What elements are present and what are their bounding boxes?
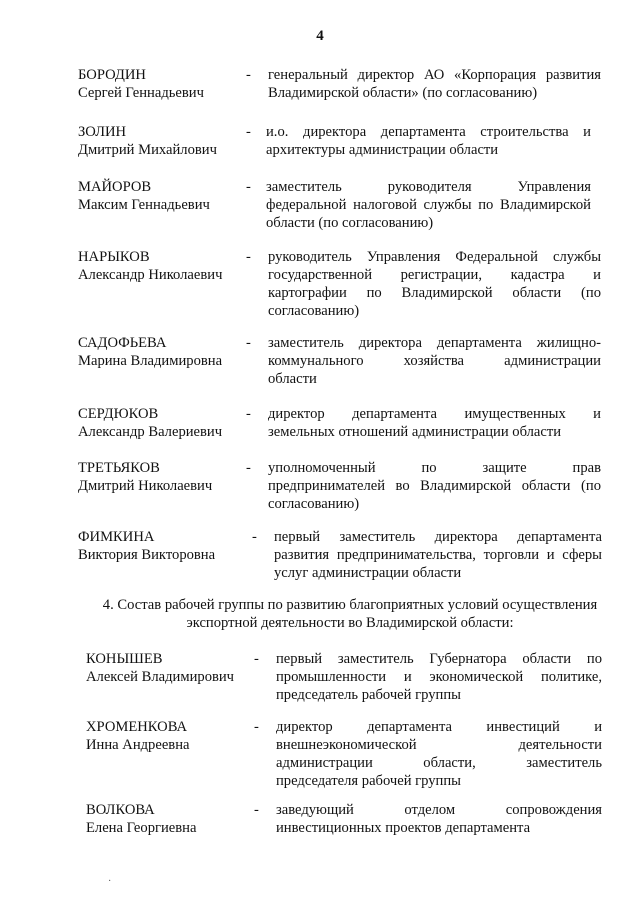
member-role-line: согласованию) [268, 303, 360, 319]
dash-separator: - [246, 124, 251, 140]
member-role-line: председатель рабочей группы [276, 687, 461, 703]
member-role [266, 123, 591, 159]
section-4-heading-line-1: 4. Состав рабочей группы по развитию благоприятных условий осуществления [102, 597, 598, 613]
member-role-line: картографии по Владимирской области (по [268, 285, 601, 301]
dash-separator: - [254, 802, 259, 818]
member-role-line: коммунального хозяйства администрации [268, 353, 601, 369]
member-surname: ХРОМЕНКОВА [86, 719, 188, 735]
member-given-name: Александр Николаевич [78, 267, 223, 283]
member-role-line: первый заместитель Губернатора области по [276, 651, 602, 667]
dash-separator: - [246, 460, 251, 476]
dash-separator: - [246, 335, 251, 351]
member-role [268, 405, 601, 441]
section-4-heading [90, 596, 610, 632]
member-name [78, 405, 253, 441]
member-role-line: развития предпринимательства, торговли и сферы [274, 547, 602, 563]
member-name [78, 459, 253, 495]
member-role [274, 528, 602, 582]
member-surname: НАРЫКОВ [78, 249, 150, 265]
member-given-name: Дмитрий Николаевич [78, 478, 213, 494]
member-surname: БОРОДИН [78, 67, 146, 83]
member-name [86, 718, 261, 754]
member-name [86, 801, 261, 837]
member-role-line: и.о. директора департамента строительства и [266, 124, 591, 140]
member-surname: ТРЕТЬЯКОВ [78, 460, 160, 476]
member-role-line: земельных отношений администрации области [268, 424, 562, 440]
member-role-line: администрации области, заместитель [276, 755, 602, 771]
dash-separator: - [254, 719, 259, 735]
dash-separator: - [254, 651, 259, 667]
member-role [276, 718, 602, 790]
member-surname: СЕРДЮКОВ [78, 406, 159, 422]
member-role-line: руководитель Управления Федеральной службы [268, 249, 601, 265]
member-given-name: Елена Георгиевна [86, 820, 197, 836]
member-role-line: генеральный директор АО «Корпорация развития [268, 67, 601, 83]
dash-separator: - [246, 249, 251, 265]
section-4-heading-line-2: экспортной деятельности во Владимирской области: [186, 615, 514, 631]
member-surname: ЗОЛИН [78, 124, 127, 140]
member-name [86, 650, 261, 686]
member-role-line: заместитель руководителя Управления [266, 179, 591, 195]
member-role-line: внешнеэкономической деятельности [276, 737, 602, 753]
member-name [78, 334, 253, 370]
member-role-line: первый заместитель директора департамента [274, 529, 602, 545]
member-role-line: услуг администрации области [274, 565, 462, 581]
member-role [266, 178, 591, 232]
member-given-name: Алексей Владимирович [86, 669, 235, 685]
member-name [78, 66, 253, 102]
member-role [268, 248, 601, 320]
dash-separator: - [246, 179, 251, 195]
member-role-line: директор департамента инвестиций и [276, 719, 602, 735]
member-surname: КОНЫШЕВ [86, 651, 163, 667]
member-given-name: Виктория Викторовна [78, 547, 216, 563]
member-role [276, 801, 602, 837]
member-role-line: промышленности и экономической политике, [276, 669, 602, 685]
member-given-name: Инна Андреевна [86, 737, 190, 753]
dash-separator: - [252, 529, 257, 545]
member-role-line: государственной регистрации, кадастра и [268, 267, 601, 283]
member-role-line: заместитель директора департамента жилищно- [268, 335, 601, 351]
member-role-line: уполномоченный по защите прав [268, 460, 601, 476]
dash-separator: - [246, 67, 251, 83]
member-role [268, 334, 601, 388]
member-given-name: Марина Владимировна [78, 353, 223, 369]
dash-separator: - [246, 406, 251, 422]
member-role-line: области (по согласованию) [266, 215, 434, 231]
member-role [268, 66, 601, 102]
member-name [78, 178, 253, 214]
member-name [78, 123, 253, 159]
member-role-line: федеральной налоговой службы по Владимирской [266, 197, 591, 213]
member-surname: МАЙОРОВ [78, 179, 152, 195]
member-role-line: инвестиционных проектов департамента [276, 820, 531, 836]
member-surname: САДОФЬЕВА [78, 335, 167, 351]
member-role-line: предпринимателей во Владимирской области (по [268, 478, 601, 494]
member-given-name: Дмитрий Михайлович [78, 142, 217, 158]
member-role-line: области [268, 371, 317, 387]
member-name [78, 528, 253, 564]
member-given-name: Сергей Геннадьевич [78, 85, 204, 101]
member-surname: ВОЛКОВА [86, 802, 155, 818]
member-role-line: согласованию) [268, 496, 360, 512]
member-role-line: Владимирской области» (по согласованию) [268, 85, 538, 101]
member-role-line: председателя рабочей группы [276, 773, 461, 789]
member-role [276, 650, 602, 704]
footer-mark: · [108, 876, 112, 887]
member-given-name: Александр Валериевич [78, 424, 223, 440]
member-role-line: архитектуры администрации области [266, 142, 499, 158]
member-role-line: директор департамента имущественных и [268, 406, 601, 422]
member-role-line: заведующий отделом сопровождения [276, 802, 602, 818]
member-surname: ФИМКИНА [78, 529, 155, 545]
member-name [78, 248, 253, 284]
member-given-name: Максим Геннадьевич [78, 197, 210, 213]
page-number: 4 [316, 28, 324, 44]
member-role [268, 459, 601, 513]
